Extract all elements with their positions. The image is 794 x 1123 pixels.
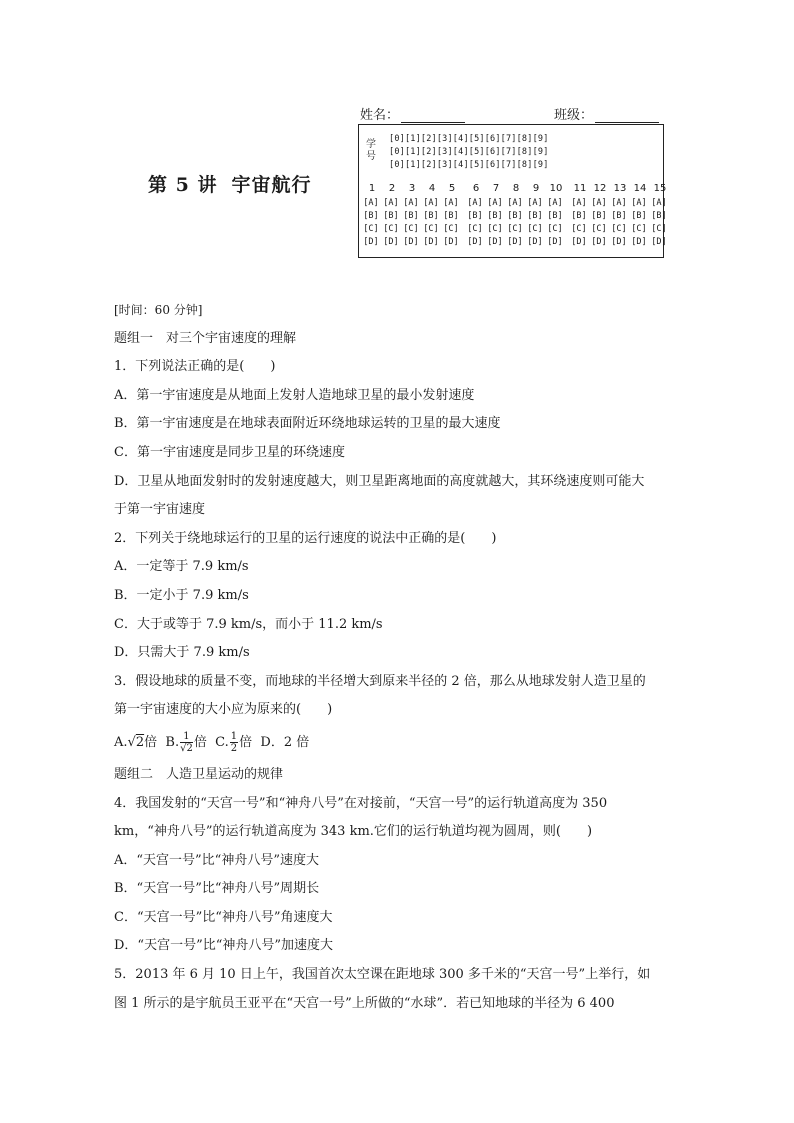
answer-bubble[interactable]: [C] — [611, 224, 627, 234]
answer-bubble[interactable]: [A] — [571, 198, 587, 208]
question-3-options: A.√2倍 B. $\frac{1}{√2}$ 倍 C. $\frac{1}{2}$ 倍 D．2 倍 — [114, 730, 310, 754]
lecture-number: 第 5 讲 — [148, 174, 218, 196]
answer-bubble[interactable]: [A] — [383, 198, 399, 208]
answer-bubble[interactable]: [C] — [527, 224, 543, 234]
answer-bubble[interactable]: [D] — [403, 237, 419, 247]
answer-bubble[interactable]: [D] — [487, 237, 503, 247]
answer-bubble[interactable]: [D] — [467, 237, 483, 247]
question-number-13: 13 — [613, 183, 627, 194]
answer-bubble[interactable]: [A] — [611, 198, 627, 208]
answer-bubble[interactable]: [C] — [651, 224, 667, 234]
class-field[interactable] — [554, 104, 659, 123]
answer-bubble[interactable]: [D] — [527, 237, 543, 247]
class-label: 班级： — [554, 108, 594, 123]
question-number-6: 6 — [472, 183, 480, 194]
answer-bubble[interactable]: [B] — [363, 211, 379, 221]
answer-bubble[interactable]: [A] — [467, 198, 483, 208]
student-id-row-2[interactable]: [0][1][2][3][4][5][6][7][8][9] — [389, 147, 549, 157]
question-1-option-b: B．第一宇宙速度是在地球表面附近环绕地球运转的卫星的最大速度 — [114, 416, 501, 432]
answer-bubble[interactable]: [D] — [611, 237, 627, 247]
answer-bubble[interactable]: [B] — [487, 211, 503, 221]
question-5-cont: 图 1 所示的是宇航员王亚平在“天宫一号”上所做的“水球”．若已知地球的半径为 6 400 — [114, 995, 615, 1011]
time-limit: [时间：60 分钟] — [114, 303, 203, 317]
question-1-option-d: D．卫星从地面发射时的发射速度越大，则卫星距离地面的高度就越大，其环绕速度则可能大 — [114, 473, 645, 489]
name-blank[interactable] — [401, 110, 465, 123]
answer-bubble[interactable]: [D] — [507, 237, 523, 247]
lecture-topic: 宇宙航行 — [231, 174, 312, 196]
question-4: 4．我国发射的“天宫一号”和“神舟八号”在对接前，“天宫一号”的运行轨道高度为 350 — [114, 795, 608, 811]
answer-bubble[interactable]: [A] — [443, 198, 459, 208]
group-heading-2: 题组二 人造卫星运动的规律 — [114, 766, 284, 782]
answer-bubble[interactable]: [B] — [631, 211, 647, 221]
answer-bubble[interactable]: [A] — [423, 198, 439, 208]
question-number-14: 14 — [633, 183, 647, 194]
answer-bubble[interactable]: [C] — [591, 224, 607, 234]
answer-bubble[interactable]: [B] — [591, 211, 607, 221]
answer-bubble[interactable]: [D] — [547, 237, 563, 247]
question-2-option-a: A．一定等于 7.9 km/s — [114, 559, 249, 575]
page-title — [148, 170, 311, 197]
answer-sheet — [358, 124, 667, 258]
answer-bubble[interactable]: [A] — [631, 198, 647, 208]
question-3-cont: 第一宇宙速度的大小应为原来的( ) — [114, 702, 333, 718]
student-id-row-1[interactable]: [0][1][2][3][4][5][6][7][8][9] — [389, 134, 549, 144]
answer-bubble[interactable]: [C] — [467, 224, 483, 234]
answer-bubble[interactable]: [C] — [363, 224, 379, 234]
answer-bubble[interactable]: [A] — [363, 198, 379, 208]
answer-bubble[interactable]: [B] — [547, 211, 563, 221]
answer-bubble[interactable]: [B] — [651, 211, 667, 221]
answer-bubble[interactable]: [A] — [591, 198, 607, 208]
answer-bubble[interactable]: [D] — [631, 237, 647, 247]
class-blank[interactable] — [595, 110, 659, 123]
answer-bubble[interactable]: [A] — [487, 198, 503, 208]
answer-bubble[interactable]: [C] — [547, 224, 563, 234]
answer-bubble[interactable]: [B] — [467, 211, 483, 221]
answer-bubble[interactable]: [C] — [487, 224, 503, 234]
question-1-option-a: A．第一宇宙速度是从地面上发射人造地球卫星的最小发射速度 — [114, 387, 475, 403]
answer-bubble[interactable]: [A] — [527, 198, 543, 208]
answer-bubble[interactable]: [D] — [423, 237, 439, 247]
answer-bubble[interactable]: [D] — [363, 237, 379, 247]
question-number-1: 1 — [368, 183, 376, 194]
answer-bubble[interactable]: [A] — [403, 198, 419, 208]
question-number-7: 7 — [492, 183, 500, 194]
student-id-row-3[interactable]: [0][1][2][3][4][5][6][7][8][9] — [389, 160, 549, 170]
question-1: 1．下列说法正确的是( ) — [114, 359, 276, 375]
answer-bubble[interactable]: [B] — [423, 211, 439, 221]
question-number-8: 8 — [512, 183, 520, 194]
answer-bubble[interactable]: [C] — [383, 224, 399, 234]
question-1-option-d-cont: 于第一宇宙速度 — [114, 502, 206, 518]
question-number-9: 9 — [532, 183, 540, 194]
question-number-15: 15 — [653, 183, 667, 194]
answer-bubble[interactable]: [C] — [443, 224, 459, 234]
question-content — [114, 296, 684, 1018]
question-4-option-d: D．“天宫一号”比“神舟八号”加速度大 — [114, 938, 334, 954]
name-label: 姓名： — [360, 108, 400, 123]
question-2: 2．下列关于绕地球运行的卫星的运行速度的说法中正确的是( ) — [114, 530, 497, 546]
answer-bubble[interactable]: [B] — [507, 211, 523, 221]
question-3: 3．假设地球的质量不变，而地球的半径增大到原来半径的 2 倍，那么从地球发射人造卫星的 — [114, 673, 646, 689]
answer-bubble[interactable]: [B] — [443, 211, 459, 221]
answer-bubble[interactable]: [D] — [571, 237, 587, 247]
answer-bubble[interactable]: [B] — [611, 211, 627, 221]
answer-bubble[interactable]: [C] — [631, 224, 647, 234]
question-number-3: 3 — [408, 183, 416, 194]
question-5: 5．2013 年 6 月 10 日上午，我国首次太空课在距地球 300 多千米的“天宫一号”上举行，如 — [114, 967, 651, 983]
answer-bubble[interactable]: [A] — [547, 198, 563, 208]
answer-bubble[interactable]: [A] — [507, 198, 523, 208]
question-number-10: 10 — [549, 183, 563, 194]
student-id-label: 学 号 — [366, 139, 376, 162]
question-4-cont: km，“神舟八号”的运行轨道高度为 343 km.它们的运行轨道均视为圆周，则( ) — [114, 824, 593, 840]
group-heading-1: 题组一 对三个宇宙速度的理解 — [114, 330, 297, 346]
answer-bubble[interactable]: [D] — [651, 237, 667, 247]
question-number-4: 4 — [428, 183, 436, 194]
question-4-option-b: B．“天宫一号”比“神舟八号”周期长 — [114, 881, 320, 897]
answer-bubble[interactable]: [C] — [507, 224, 523, 234]
answer-bubble[interactable]: [D] — [383, 237, 399, 247]
answer-bubble[interactable]: [B] — [403, 211, 419, 221]
answer-bubble[interactable]: [C] — [403, 224, 419, 234]
question-number-12: 12 — [593, 183, 607, 194]
answer-bubble[interactable]: [D] — [591, 237, 607, 247]
answer-bubble[interactable]: [D] — [443, 237, 459, 247]
answer-bubble[interactable]: [C] — [571, 224, 587, 234]
question-4-option-a: A．“天宫一号”比“神舟八号”速度大 — [114, 852, 319, 868]
answer-bubble[interactable]: [A] — [651, 198, 667, 208]
answer-bubble[interactable]: [C] — [423, 224, 439, 234]
question-2-option-c: C．大于或等于 7.9 km/s，而小于 11.2 km/s — [114, 616, 383, 632]
question-2-option-d: D．只需大于 7.9 km/s — [114, 645, 250, 661]
question-number-2: 2 — [388, 183, 396, 194]
question-2-option-b: B．一定小于 7.9 km/s — [114, 587, 249, 603]
question-number-11: 11 — [573, 183, 587, 194]
question-4-option-c: C．“天宫一号”比“神舟八号”角速度大 — [114, 909, 333, 925]
name-field[interactable] — [360, 104, 465, 123]
question-1-option-c: C．第一宇宙速度是同步卫星的环绕速度 — [114, 444, 345, 460]
answer-bubble[interactable]: [B] — [571, 211, 587, 221]
answer-bubble[interactable]: [B] — [383, 211, 399, 221]
answer-bubble[interactable]: [B] — [527, 211, 543, 221]
question-number-5: 5 — [448, 183, 456, 194]
